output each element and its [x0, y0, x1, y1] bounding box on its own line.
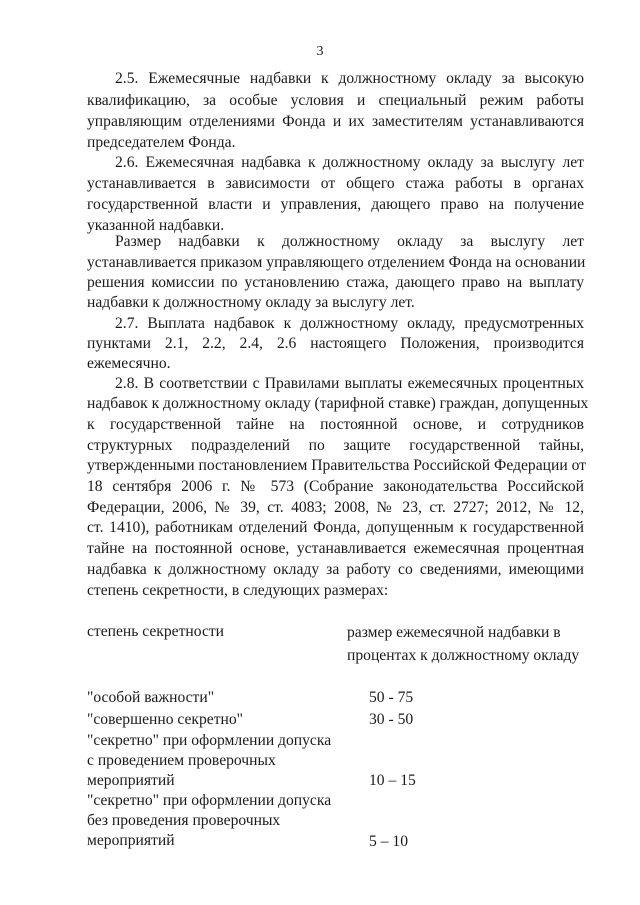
body-line: структурных подразделений по защите государственной тайны, — [87, 437, 584, 454]
body-line: 2.8. В соответствии с Правилами выплаты ежемесячных процентных — [115, 375, 584, 392]
body-line: 2.6. Ежемесячная надбавка к должностному окладу за выслугу лет — [115, 154, 584, 171]
table-row-label: "особой важности" — [87, 689, 215, 706]
body-line: председателем Фонда. — [87, 134, 236, 151]
body-line: ежемесячно. — [87, 355, 171, 372]
body-line: ст. 1410), работникам отделений Фонда, допущенным к государственной — [87, 519, 584, 536]
body-line: устанавливается в зависимости от общего стажа работы в органах — [87, 175, 584, 192]
table-row-value: 50 - 75 — [369, 689, 414, 706]
body-line: 2.7. Выплата надбавок к должностному окладу, предусмотренных — [115, 315, 584, 332]
table-row-label: мероприятий — [87, 832, 175, 849]
body-line: тайне на постоянной основе, устанавливается ежемесячная процентная — [87, 540, 584, 557]
table-header-right: размер ежемесячной надбавки в — [347, 624, 561, 641]
table-row-label: "секретно" при оформлении допуска — [87, 732, 332, 749]
body-line: 2.5. Ежемесячные надбавки к должностному окладу за высокую — [115, 70, 584, 87]
body-line: степень секретности, в следующих размерах: — [87, 582, 389, 599]
table-row-value: 30 - 50 — [369, 711, 414, 728]
table-header-left: степень секретности — [87, 623, 225, 640]
body-line: надбавки к должностному окладу за выслугу лет. — [87, 294, 415, 311]
body-line: устанавливается приказом управляющего отделением Фонда на основании — [87, 254, 586, 271]
table-row-label: без проведения проверочных — [87, 812, 281, 829]
body-line: квалификацию, за особые условия и специальный режим работы — [87, 92, 584, 109]
table-row-value: 10 – 15 — [369, 772, 416, 789]
body-line: Размер надбавки к должностному окладу за выслугу лет — [115, 233, 584, 250]
body-line: управляющим отделениями Фонда и их заместителям устанавливаются — [87, 113, 584, 130]
table-row-label: с проведением проверочных — [87, 752, 276, 769]
body-line: пунктами 2.1, 2.2, 2.4, 2.6 настоящего Положения, производится — [87, 335, 584, 352]
table-row-value: 5 – 10 — [369, 833, 408, 850]
body-line: утвержденными постановлением Правительства Российской Федерации от — [87, 457, 586, 474]
table-row-label: "совершенно секретно" — [87, 711, 244, 728]
table-row-label: "секретно" при оформлении допуска — [87, 792, 332, 809]
body-line: 18 сентября 2006 г. № 573 (Собрание законодательства Российской — [87, 478, 584, 495]
body-line: государственной власти и управления, дающего право на получение — [87, 196, 584, 213]
body-line: Федерации, 2006, № 39, ст. 4083; 2008, № 23, ст. 2727; 2012, № 12, — [87, 499, 584, 516]
body-line: надбавка к должностному окладу за работу со сведениями, имеющими — [87, 561, 584, 578]
body-line: решения комиссии по установлению стажа, дающего право на выплату — [87, 274, 584, 291]
table-header-right: процентах к должностному окладу — [347, 647, 580, 664]
body-line: к государственной тайне на постоянной основе, и сотрудников — [87, 416, 584, 433]
body-line: надбавок к должностному окладу (тарифной ставке) граждан, допущенных — [87, 395, 589, 412]
table-row-label: мероприятий — [87, 772, 175, 789]
page-number: 3 — [316, 44, 324, 59]
body-line: указанной надбавки. — [87, 217, 225, 234]
